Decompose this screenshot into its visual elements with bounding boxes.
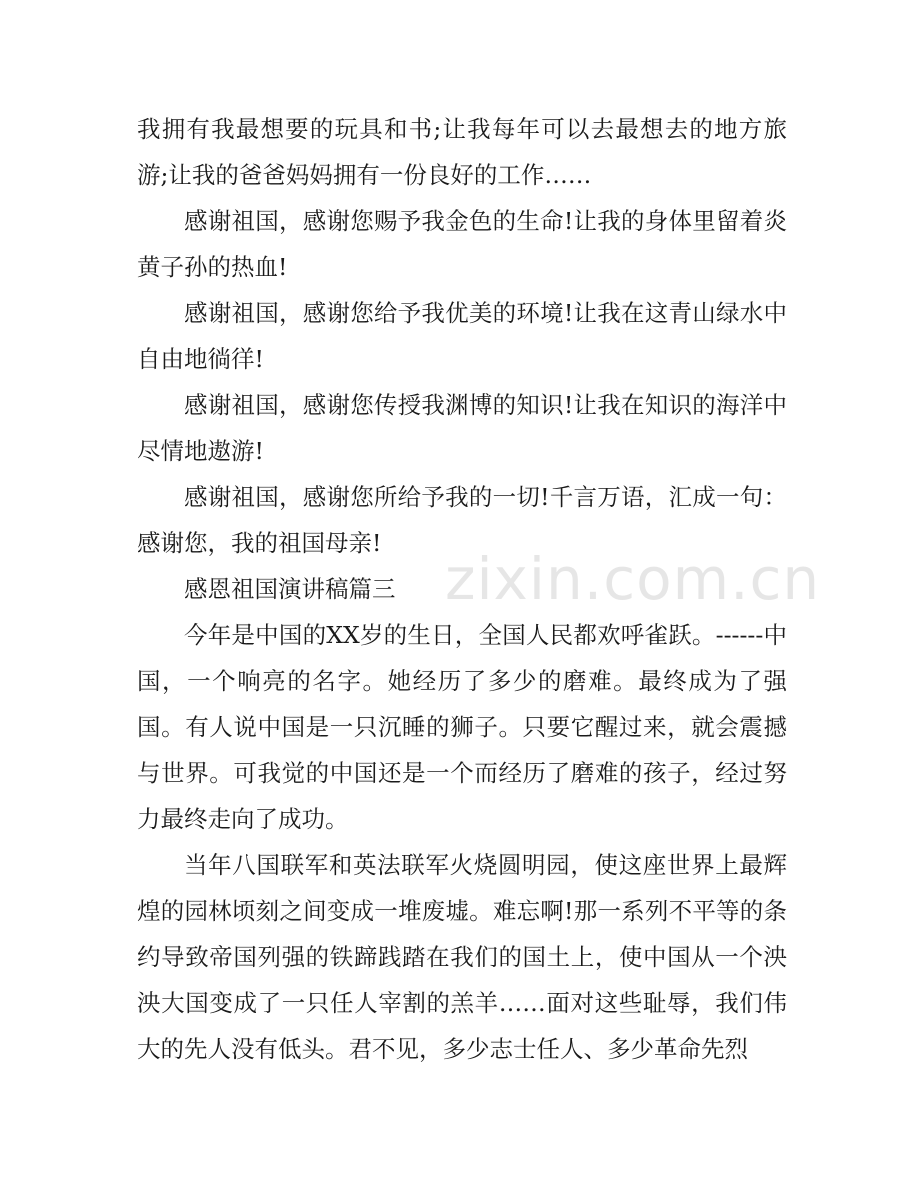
paragraph: 我拥有我最想要的玩具和书;让我每年可以去最想去的地方旅游;让我的爸爸妈妈拥有一份良好的工作…… [137,115,787,189]
paragraph: 感谢祖国，感谢您给予我优美的环境!让我在这青山绿水中自由地徜徉! [137,299,787,373]
paragraph: 感谢祖国，感谢您传授我渊博的知识!让我在知识的海洋中尽情地遨游! [137,391,787,465]
paragraph: 当年八国联军和英法联军火烧圆明园，使这座世界上最辉煌的园林顷刻之间变成一堆废墟。难忘啊!那一系列不平等的条约导致帝国列强的铁蹄践踏在我们的国土上，使中国从一个泱泱大国变成了一只任人宰割的羔羊……面对这些耻辱，我们伟大的先人没有低头。君不见，多少志士任人、多少革命先烈 [137,851,787,1063]
section-heading: 感恩祖国演讲稿篇三 [184,575,396,603]
paragraph: 感谢祖国，感谢您赐予我金色的生命!让我的身体里留着炎黄子孙的热血! [137,207,787,281]
paragraph: 今年是中国的XX岁的生日，全国人民都欢呼雀跃。------中国，一个响亮的名字。她经历了多少的磨难。最终成为了强国。有人说中国是一只沉睡的狮子。只要它醒过来，就会震撼与世界。可我觉的中国还是一个而经历了磨难的孩子，经过努力最终走向了成功。 [137,621,787,833]
paragraph: 感谢祖国，感谢您所给予我的一切!千言万语，汇成一句：感谢您，我的祖国母亲! [137,483,787,557]
watermark: zixin.com.cn [445,545,821,613]
